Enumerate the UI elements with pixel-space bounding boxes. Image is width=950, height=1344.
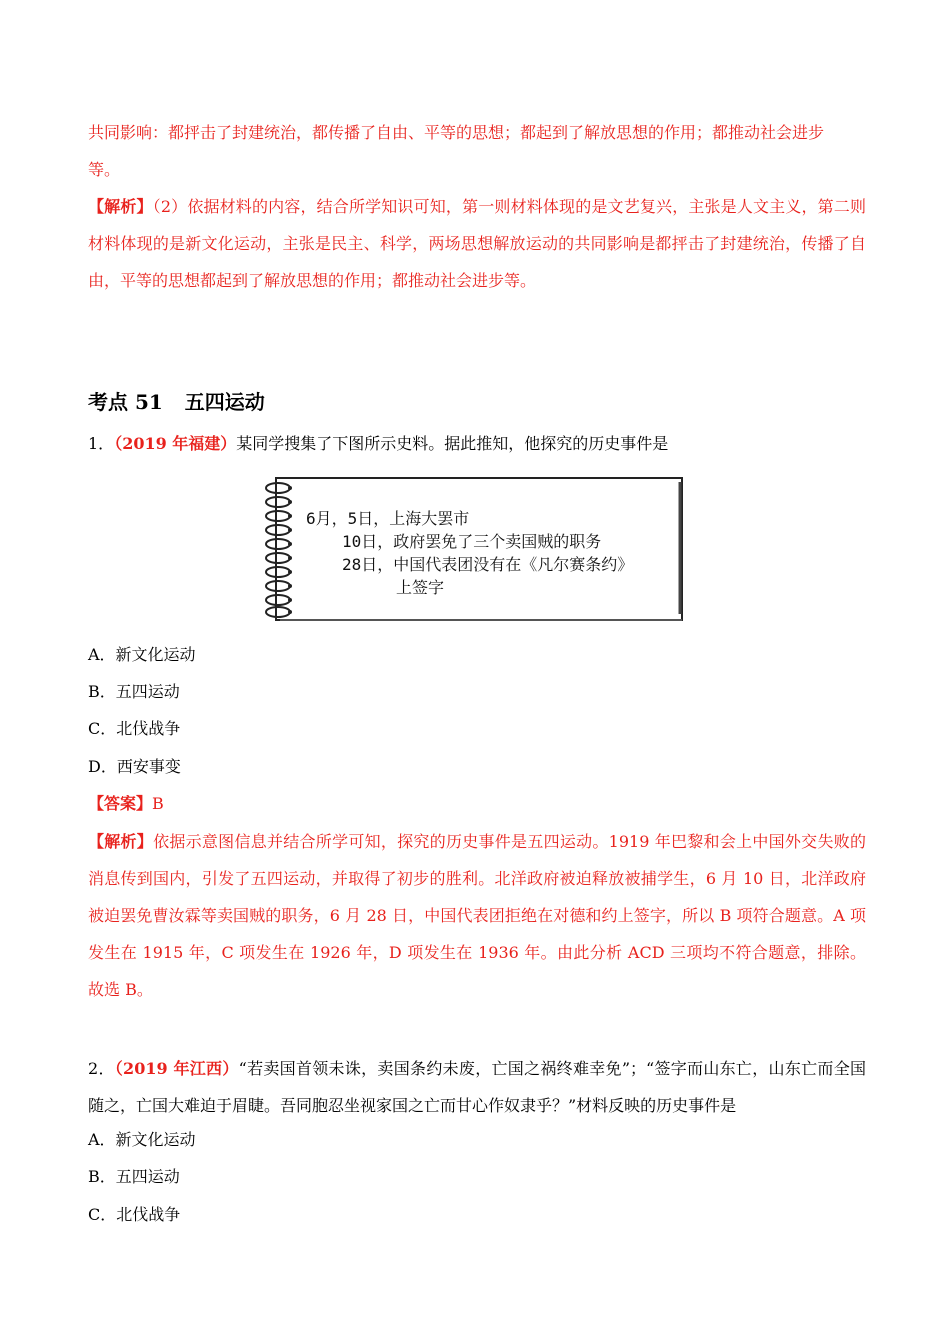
q2-option-b: B．五四运动 — [88, 1167, 180, 1186]
notebook-line-3: 28日，中国代表团没有在《凡尔赛条约》 — [342, 555, 634, 574]
q1-option-d: D．西安事变 — [88, 757, 181, 776]
q1-option-a: A．新文化运动 — [88, 645, 196, 664]
section-heading — [88, 386, 265, 415]
q1-option-c: C．北伐战争 — [88, 719, 181, 738]
analysis-label: 【解析】 — [88, 197, 153, 216]
q2-option-a: A．新文化运动 — [88, 1130, 196, 1149]
answer-value: B — [152, 794, 164, 813]
question-2-text: “若卖国首领未诛，卖国条约未废，亡国之祸终难幸免”；“签字而山东亡，山东亡而全国随之，亡国大难迫于眉睫。吾同胞忍坐视家国之亡而甘心作奴隶乎？”材料反映的历史事件是 — [88, 1059, 866, 1115]
question-source: （2019 年福建） — [114, 434, 237, 453]
q1-option-b: B．五四运动 — [88, 682, 180, 701]
q1-analysis — [88, 823, 866, 1008]
answer-label: 【答案】 — [88, 794, 153, 813]
section-title: 五四运动 — [184, 390, 265, 414]
question-number: 1． — [88, 434, 115, 453]
question-2-source: （2019 年江西） — [114, 1059, 239, 1078]
q1-analysis-label: 【解析】 — [88, 832, 154, 851]
notebook-line-2: 10日，政府罢免了三个卖国贼的职务 — [342, 532, 602, 551]
q1-answer — [88, 792, 164, 816]
question-2-number: 2． — [88, 1059, 115, 1078]
q1-analysis-text: 依据示意图信息并结合所学可知，探究的历史事件是五四运动。1919 年巴黎和会上中国外交失败的消息传到国内，引发了五四运动，并取得了初步的胜利。北洋政府被迫释放被捕学生，6 月 10 日，北洋政府被迫罢免曹汝霖等卖国贼的职务，6 月 28 日，中国代表团拒绝在对德和约上签字，所以 B 项符合题意。A 项发生在 1915 年，C 项发生在 1926 年，D 项发生在 1936 年。由此分析 ACD 三项均不符合题意，排除。故选 B。 — [88, 832, 866, 999]
answer-continuation — [88, 114, 866, 188]
answer-continuation-line2: 等。 — [88, 160, 121, 179]
notebook-line-1: 6月，5日，上海大罢市 — [306, 509, 470, 528]
answer-continuation-line1: 共同影响：都抨击了封建统治，都传播了自由、平等的思想；都起到了解放思想的作用；都推动社会进步 — [88, 123, 825, 142]
question-text: 某同学搜集了下图所示史料。据此推知，他探究的历史事件是 — [236, 434, 669, 453]
notebook-line-4: 上签字 — [396, 578, 445, 597]
notebook-image — [262, 474, 686, 624]
question-2-stem — [88, 1050, 866, 1124]
q2-option-c: C．北伐战争 — [88, 1205, 181, 1224]
question-1-stem — [88, 432, 668, 456]
section-label: 考点 51 — [88, 390, 163, 414]
analysis-paragraph-1 — [88, 188, 866, 299]
analysis-text: （2）依据材料的内容，结合所学知识可知，第一则材料体现的是文艺复兴，主张是人文主义，第二则材料体现的是新文化运动，主张是民主、科学，两场思想解放运动的共同影响是都抨击了封建统治，传播了自由，平等的思想都起到了解放思想的作用；都推动社会进步等。 — [88, 197, 866, 290]
